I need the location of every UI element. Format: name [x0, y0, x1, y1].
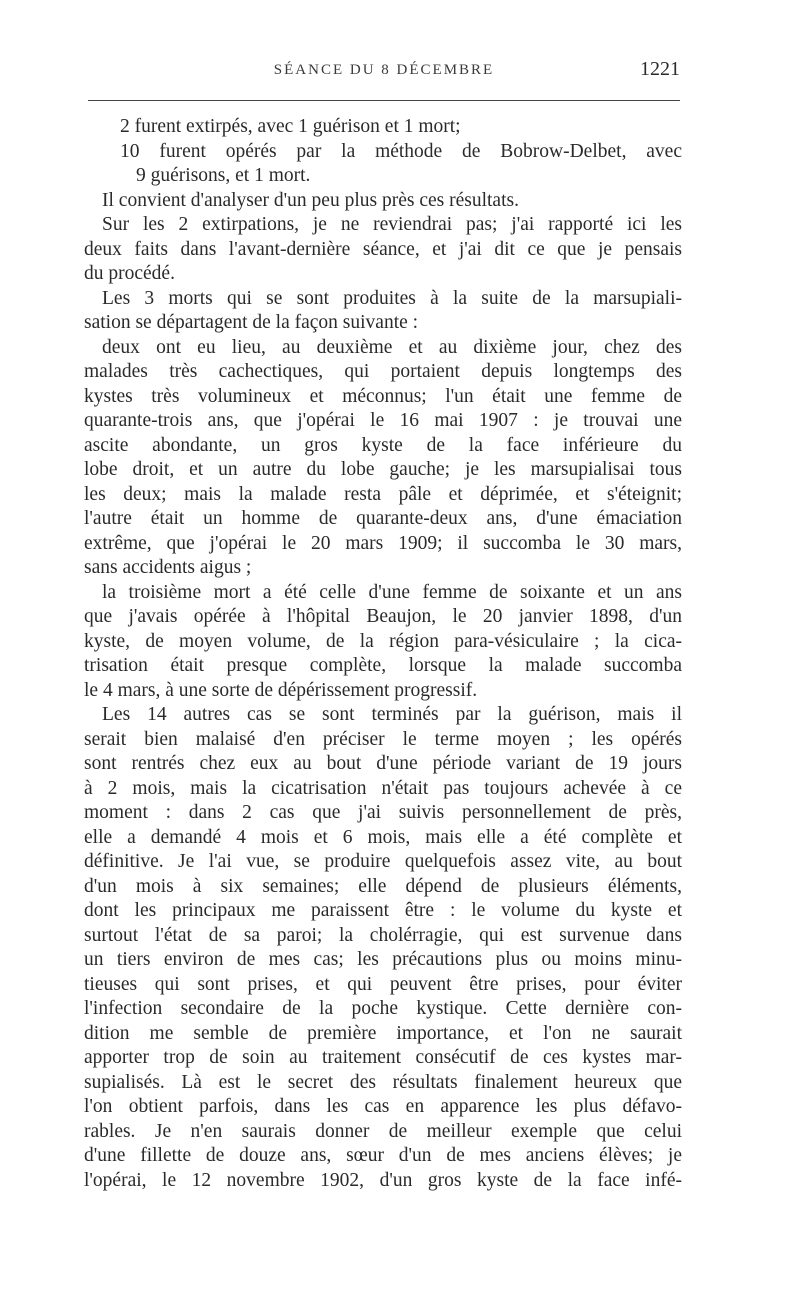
text-line: malades très cachectiques, qui portaient depuis longtemps des	[84, 361, 682, 382]
text-line: que j'avais opérée à l'hôpital Beaujon, le 20 janvier 1898, d'un	[84, 606, 682, 627]
text-line: sans accidents aigus ;	[84, 557, 252, 578]
text-line: Sur les 2 extirpations, je ne reviendrai pas; j'ai rapporté ici les	[102, 214, 682, 235]
text-line: d'un mois à six semaines; elle dépend de plusieurs éléments,	[84, 875, 682, 897]
text-line: l'autre était un homme de quarante-deux ans, d'une émaciation	[84, 508, 682, 529]
running-title: SÉANCE DU 8 DÉCEMBRE	[273, 62, 495, 78]
text-line: Les 3 morts qui se sont produites à la suite de la marsupiali-	[102, 287, 682, 309]
text-line: à 2 mois, mais la cicatrisation n'était pas toujours achevée à ce	[84, 777, 682, 799]
running-head	[88, 58, 680, 88]
text-line: deux faits dans l'avant-dernière séance, et j'ai dit ce que je pensais	[84, 238, 682, 260]
text-line: ascite abondante, un gros kyste de la face inférieure du	[84, 434, 682, 456]
text-line: définitive. Je l'ai vue, se produire quelquefois assez vite, au bout	[84, 851, 682, 872]
text-line: rables. Je n'en saurais donner de meilleur exemple que celui	[84, 1120, 682, 1142]
body-text	[84, 115, 682, 1193]
text-line: le 4 mars, à une sorte de dépérissement progressif.	[84, 679, 478, 701]
text-line: 10 furent opérés par la méthode de Bobrow-Delbet, avec	[120, 140, 682, 162]
text-line: les deux; mais la malade resta pâle et déprimée, et s'éteignit;	[84, 483, 682, 505]
text-line: extrême, que j'opérai le 20 mars 1909; il succomba le 30 mars,	[84, 532, 682, 554]
text-line: sont rentrés chez eux au bout d'une période variant de 19 jours	[84, 753, 682, 774]
text-line: du procédé.	[84, 263, 175, 284]
text-line: trisation était presque complète, lorsque la malade succomba	[84, 655, 682, 676]
text-line: lobe droit, et un autre du lobe gauche; je les marsupialisai tous	[84, 459, 682, 480]
text-line: sation se départagent de la façon suivante :	[84, 312, 419, 333]
text-line: deux ont eu lieu, au deuxième et au dixième jour, chez des	[102, 336, 682, 358]
page-number: 1221	[640, 58, 680, 80]
text-line: 2 furent extirpés, avec 1 guérison et 1 mort;	[120, 116, 461, 137]
text-line: dont les principaux me paraissent être : le volume du kyste et	[84, 900, 682, 921]
text-line: kyste, de moyen volume, de la région para-vésiculaire ; la cica-	[84, 630, 682, 652]
text-line: l'infection secondaire de la poche kystique. Cette dernière con-	[84, 998, 682, 1019]
text-line: elle a demandé 4 mois et 6 mois, mais elle a été complète et	[84, 826, 682, 848]
text-line: l'on obtient parfois, dans les cas en apparence les plus défavo-	[84, 1096, 682, 1117]
text-line: quarante-trois ans, que j'opérai le 16 mai 1907 : je trouvai une	[84, 410, 682, 431]
text-line: kystes très volumineux et méconnus; l'un était une femme de	[84, 385, 682, 407]
text-line: Il convient d'analyser d'un peu plus près ces résultats.	[102, 189, 519, 211]
text-line: l'opérai, le 12 novembre 1902, d'un gros kyste de la face infé-	[84, 1169, 682, 1191]
text-line: supialisés. Là est le secret des résultats finalement heureux que	[84, 1071, 682, 1093]
text-line: dition me semble de première importance, et l'on ne saurait	[84, 1022, 682, 1044]
text-line: surtout l'état de sa paroi; la cholérragie, qui est survenue dans	[84, 924, 682, 946]
text-line: serait bien malaisé d'en préciser le terme moyen ; les opérés	[84, 728, 682, 750]
text-line: Les 14 autres cas se sont terminés par la guérison, mais il	[102, 704, 682, 725]
text-line: d'une fillette de douze ans, sœur d'un de mes anciens élèves; je	[84, 1145, 682, 1166]
text-line: 9 guérisons, et 1 mort.	[136, 165, 311, 186]
text-line: la troisième mort a été celle d'une femme de soixante et un ans	[102, 581, 682, 603]
text-line: apporter trop de soin au traitement consécutif de ces kystes mar-	[84, 1047, 682, 1068]
text-line: un tiers environ de mes cas; les précautions plus ou moins minu-	[84, 949, 682, 970]
header-rule	[88, 100, 680, 101]
text-line: moment : dans 2 cas que j'ai suivis personnellement de près,	[84, 802, 682, 823]
text-line: tieuses qui sont prises, et qui peuvent être prises, pour éviter	[84, 973, 682, 995]
